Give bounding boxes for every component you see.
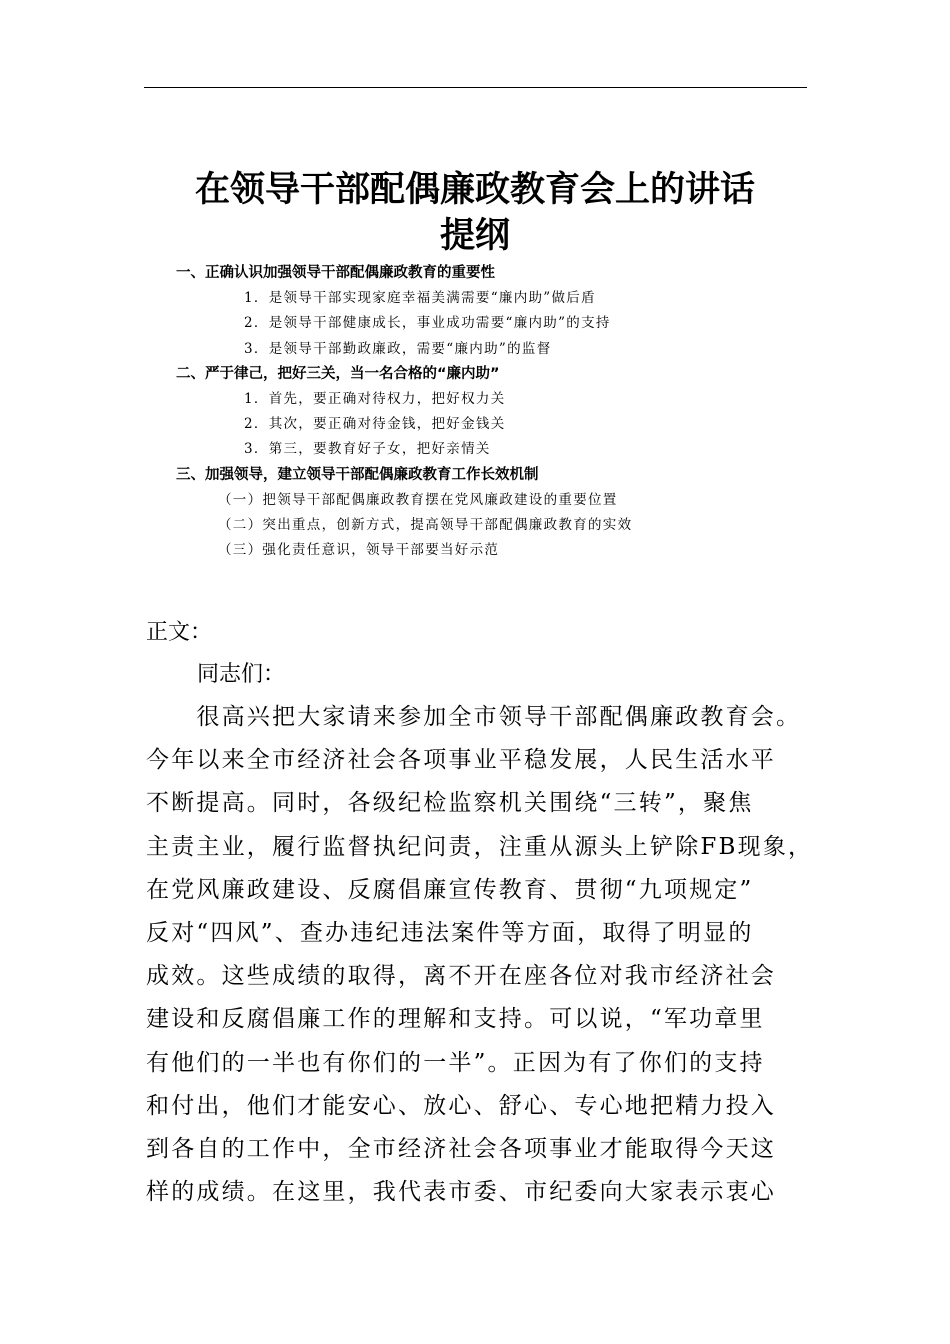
outline-item: 1．首先，要正确对待权力，把好权力关 [244,391,506,407]
paragraph-line: 和付出，他们才能安心、放心、舒心、专心地把精力投入 [146,1092,776,1119]
outline-heading: 一、正确认识加强领导干部配偶廉政教育的重要性 [176,265,495,281]
paragraph-line: 很高兴把大家请来参加全市领导干部配偶廉政教育会。 [146,704,802,730]
paragraph-line: 主责主业，履行监督执纪问责，注重从源头上铲除FB现象， [146,833,814,860]
paragraph-line: 到各自的工作中，全市经济社会各项事业才能取得今天这 [146,1136,776,1162]
header-rule [144,87,807,88]
body-label: 正文： [146,620,213,645]
outline-item: 2．是领导干部健康成长，事业成功需要“廉内助”的支持 [244,315,611,332]
document-title: 在领导干部配偶廉政教育会上的讲话 [194,170,755,210]
outline-item: 3．是领导干部勤政廉政，需要“廉内助”的监督 [244,340,552,357]
outline-item: 1．是领导干部实现家庭幸福美满需要“廉内助”做后盾 [244,290,596,307]
paragraph-line: 反对“四风”、查办违纪违法案件等方面，取得了明显的 [146,920,754,946]
paragraph-line: 有他们的一半也有你们的一半”。正因为有了你们的支持 [146,1049,765,1076]
paragraph-line: 在党风廉政建设、反腐倡廉宣传教育、贯彻“九项规定” [146,876,754,903]
outline-heading: 三、加强领导，建立领导干部配偶廉政教育工作长效机制 [176,466,539,483]
outline-item: 3．第三，要教育好子女，把好亲情关 [244,441,491,458]
outline-item: （一）把领导干部配偶廉政教育摆在党风廉政建设的重要位置 [218,491,618,508]
outline-heading: 二、严于律己，把好三关，当一名合格的“廉内助” [176,365,500,382]
paragraph-line: 样的成绩。在这里，我代表市委、市纪委向大家表示衷心 [146,1179,776,1206]
paragraph-line: 不断提高。同时，各级纪检监察机关围绕“三转”，聚焦 [146,790,754,817]
outline-item: 2．其次，要正确对待金钱，把好金钱关 [244,416,506,433]
paragraph-line: 建设和反腐倡廉工作的理解和支持。可以说，“军功章里 [146,1006,765,1033]
paragraph-line: 今年以来全市经济社会各项事业平稳发展，人民生活水平 [146,747,776,774]
document-title-subline: 提纲 [439,216,510,256]
paragraph-line: 成效。这些成绩的取得，离不开在座各位对我市经济社会 [146,963,776,990]
outline-item: （二）突出重点，创新方式，提高领导干部配偶廉政教育的实效 [218,517,633,533]
greeting: 同志们： [197,662,286,687]
outline-item: （三）强化责任意识，领导干部要当好示范 [218,542,500,559]
